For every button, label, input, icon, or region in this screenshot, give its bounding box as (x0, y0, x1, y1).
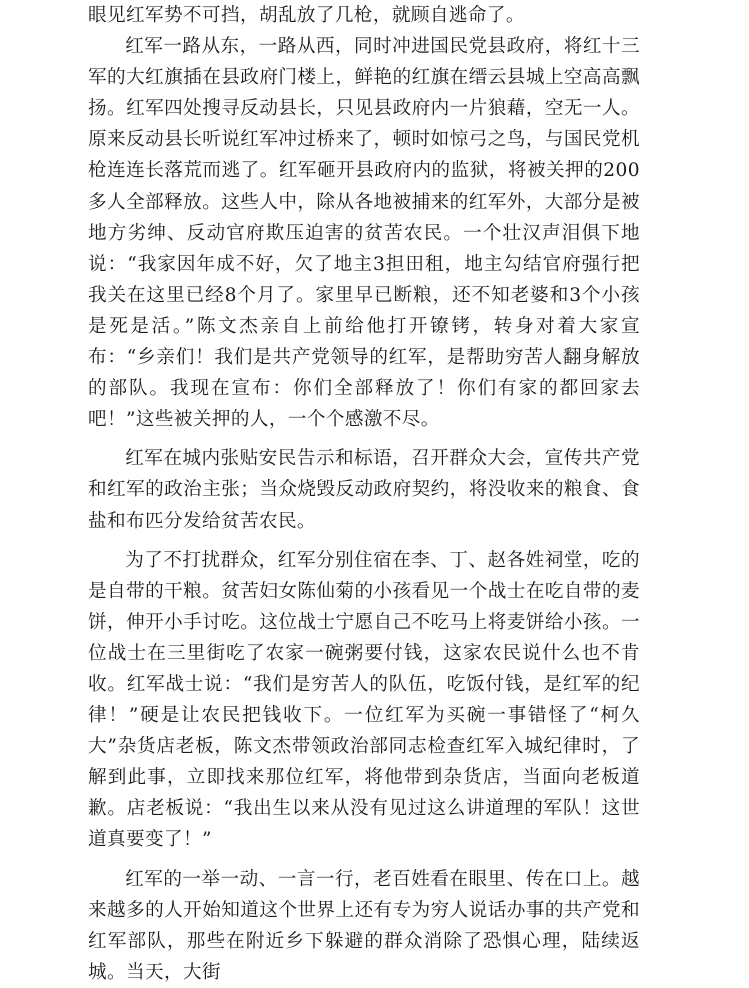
paragraph-continued: 眼见红军势不可挡，胡乱放了几枪，就顾自逃命了。 (88, 5, 525, 26)
paragraph-gap (88, 856, 640, 864)
paragraph-gap (88, 537, 640, 545)
paragraph-red-army-enters-county-government: 红军一路从东，一路从西，同时冲进国民党县政府，将红十三军的大红旗插在县政府门楼上，鲜艳的红旗在缙云县城上空高高飘扬。红军四处搜寻反动县长，只见县政府内一片狼藉，空无一人。原来反动县长听说红军冲过桥来了，顿时如惊弓之鸟，与国民党机枪连连长落荒而逃了。红军砸开县政府内的监狱，将被关押的200多人全部释放。这些人中，除从各地被捕来的红军外，大部分是被地方劣绅、反动官府欺压迫害的贫苦农民。一个壮汉声泪俱下地说：“我家因年成不好，欠了地主3担田租，地主勾结官府强行把我关在这里已经8个月了。家里早已断粮，还不知老婆和3个小孩是死是活。”陈文杰亲自上前给他打开镣铐，转身对着大家宣布：“乡亲们！我们是共产党领导的红军，是帮助穷苦人翻身解放的部队。我现在宣布：你们全部释放了！你们有家的都回家去吧！”这些被关押的人，一个个感激不尽。 (88, 36, 640, 431)
paragraph-public-notices: 红军在城内张贴安民告示和标语，召开群众大会，宣传共产党和红军的政治主张；当众烧毁反动政府契约，将没收来的粮食、食盐和布匹分发给贫苦农民。 (88, 448, 640, 532)
document-page (88, 0, 640, 983)
paragraph-people-return: 红军的一举一动、一言一行，老百姓看在眼里、传在口上。越来越多的人开始知道这个世界上还有专为穷人说话办事的共产党和红军部队，那些在附近乡下躲避的群众消除了恐惧心理，陆续返城。当天，大街 (88, 868, 640, 983)
paragraph-army-discipline: 为了不打扰群众，红军分别住宿在李、丁、赵各姓祠堂，吃的是自带的干粮。贫苦妇女陈仙菊的小孩看见一个战士在吃自带的麦饼，伸开小手讨吃。这位战士宁愿自己不吃马上将麦饼给小孩。一位战士在三里街吃了农家一碗粥要付钱，这家农民说什么也不肯收。红军战士说：“我们是穷苦人的队伍，吃饭付钱，是红军的纪律！”硬是让农民把钱收下。一位红军为买碗一事错怪了“柯久大”杂货店老板，陈文杰带领政治部同志检查红军入城纪律时，了解到此事，立即找来那位红军，将他带到杂货店，当面向老板道歉。店老板说：“我出生以来从没有见过这么讲道理的军队！这世道真要变了！” (88, 549, 640, 851)
paragraph-gap (88, 435, 640, 443)
